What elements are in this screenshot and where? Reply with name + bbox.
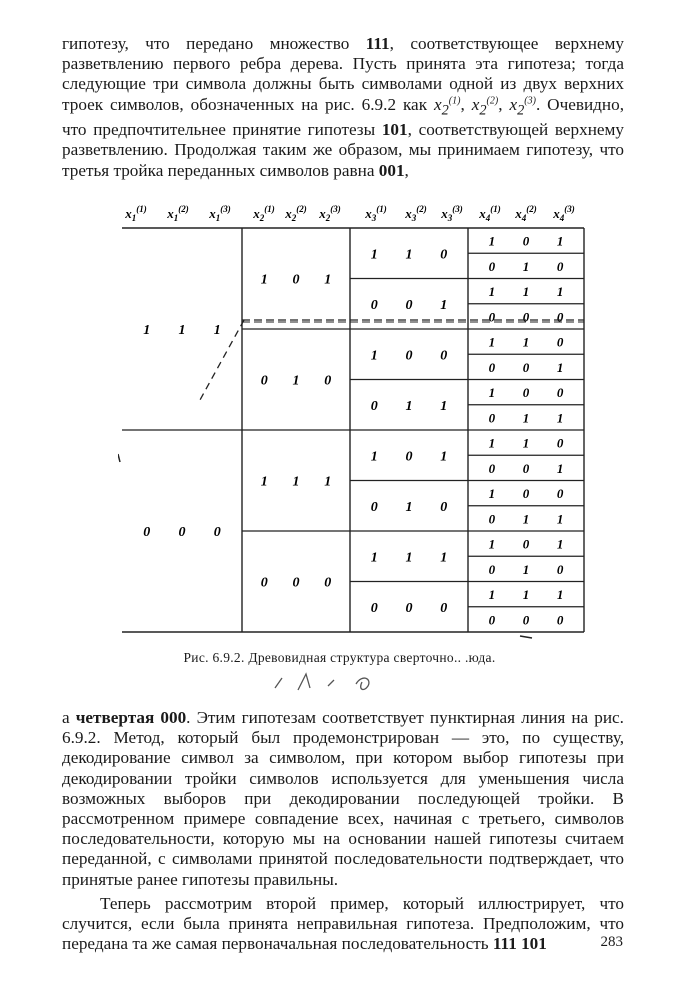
column-header: $x_3^{(1)}$ bbox=[365, 204, 387, 223]
tree-digit: 0 bbox=[292, 575, 300, 591]
tree-digit: 1 bbox=[556, 536, 564, 552]
tree-digit: 0 bbox=[143, 525, 151, 540]
tree-digit: 0 bbox=[440, 499, 448, 515]
tree-digit: 1 bbox=[556, 284, 564, 300]
tree-digit: 1 bbox=[556, 410, 564, 426]
tree-digit: 1 bbox=[292, 373, 300, 389]
column-header: $x_1^{(3)}$ bbox=[209, 204, 231, 223]
tree-digit: 0 bbox=[522, 385, 530, 401]
tree-digit: 0 bbox=[556, 435, 564, 451]
tree-digit: 1 bbox=[556, 460, 564, 476]
column-header: $x_3^{(3)}$ bbox=[441, 204, 463, 223]
column-header: $x_1^{(2)}$ bbox=[167, 204, 189, 223]
tree-digit: 1 bbox=[488, 334, 496, 350]
tree-digit: 1 bbox=[556, 587, 564, 603]
tree-digit: 1 bbox=[522, 258, 530, 274]
text-run: , соответствующее верхнему разветвлению первого ребра дерева. Пусть принята эта гипотеза; тогда следующие три символа должны быть символами одной из двух верхних троек символов, обозначенных на рис. 6.9.2 как bbox=[62, 34, 624, 114]
tree-digit: 1 bbox=[488, 536, 496, 552]
tree-digit: 0 bbox=[440, 600, 448, 616]
tree-digit: 0 bbox=[522, 233, 530, 249]
tree-digit: 1 bbox=[488, 435, 496, 451]
tree-digit: 0 bbox=[292, 272, 300, 288]
margin-mark bbox=[520, 636, 532, 638]
tree-digit: 0 bbox=[556, 258, 564, 274]
tree-digit: 1 bbox=[324, 474, 332, 490]
tree-digit: 1 bbox=[440, 449, 448, 465]
tree-structure-figure bbox=[118, 196, 588, 648]
tree-digit: 1 bbox=[405, 247, 413, 263]
hypothesis-path bbox=[200, 320, 244, 400]
tree-digit: 0 bbox=[488, 258, 496, 274]
tree-digit: 0 bbox=[178, 525, 186, 540]
tree-digit: 1 bbox=[324, 272, 332, 288]
page-number: 283 bbox=[600, 934, 623, 950]
tree-digit: 1 bbox=[488, 587, 496, 603]
tree-digit: 0 bbox=[488, 410, 496, 426]
column-header: $x_3^{(2)}$ bbox=[405, 204, 427, 223]
tree-digit: 0 bbox=[405, 348, 413, 364]
tree-digit: 1 bbox=[522, 561, 530, 577]
tree-digit: 0 bbox=[556, 309, 564, 325]
tree-digit: 1 bbox=[522, 587, 530, 603]
tree-digit: 0 bbox=[213, 525, 221, 540]
tree-digit: 1 bbox=[370, 348, 378, 364]
text-run: . Этим гипотезам соответствует пунктирная линия на рис. 6.9.2. Метод, который был продемонстрирован — это, по существу, декодирование символ за символом, при котором выбор гипотезы при декодировании тройки символов используется для уменьшения числа возможных выборов при декодировании последующей тройки. В рассмотренном примере совпадение всех, начиная с третьего, символов последовательности, которую мы на основании нашей гипотезы считаем переданной, с символами принятой последовательности подтверждает, что принятые ранее гипотезы правильны. bbox=[62, 708, 624, 889]
text-run: Теперь рассмотрим второй пример, который иллюстрирует, что случится, если была принята неправильная гипотеза. Предположим, что передана та же самая первоначальная последовательность bbox=[62, 893, 624, 954]
bold-000: четвертая 000 bbox=[75, 708, 187, 727]
tree-digit: 0 bbox=[324, 575, 332, 591]
tree-digit: 1 bbox=[143, 323, 151, 338]
tree-digit: 0 bbox=[488, 612, 496, 628]
tree-diagram bbox=[118, 196, 588, 648]
tree-digit: 0 bbox=[370, 297, 378, 313]
tree-digit: 1 bbox=[370, 247, 378, 263]
math-x2-1: $x_2^{(1)}$ bbox=[433, 94, 461, 119]
tree-digit: 0 bbox=[370, 398, 378, 414]
bold-111-101: 111 101 bbox=[492, 934, 547, 954]
column-header: $x_1^{(1)}$ bbox=[125, 204, 147, 223]
tree-digit: 0 bbox=[488, 511, 496, 527]
tree-digit: 1 bbox=[556, 233, 564, 249]
tree-digit: 1 bbox=[440, 398, 448, 414]
tree-digit: 1 bbox=[213, 323, 221, 338]
tree-digit: 1 bbox=[488, 233, 496, 249]
tree-digit: 1 bbox=[488, 385, 496, 401]
tree-digit: 1 bbox=[556, 359, 564, 375]
tree-digit: 0 bbox=[405, 600, 413, 616]
bold-set-111: 111 bbox=[365, 34, 390, 53]
text-run: гипотезу, что передано множество bbox=[62, 34, 366, 53]
tree-digit: 1 bbox=[522, 410, 530, 426]
tree-digit: 1 bbox=[370, 449, 378, 465]
tree-digit: 0 bbox=[440, 348, 448, 364]
tree-digit: 1 bbox=[260, 272, 268, 288]
tree-digit: 0 bbox=[488, 359, 496, 375]
tree-digit: 1 bbox=[260, 474, 268, 490]
text-run: . Очевидно, что предпочтительнее принятие гипотезы bbox=[62, 94, 625, 140]
tree-digit: 1 bbox=[405, 499, 413, 515]
tree-digit: 0 bbox=[405, 297, 413, 313]
tree-digit: 0 bbox=[370, 499, 378, 515]
tree-digit: 1 bbox=[488, 486, 496, 502]
tree-digit: 0 bbox=[488, 561, 496, 577]
tree-digit: 0 bbox=[260, 575, 268, 591]
bottom-paragraph: а четвертая 000. Этим гипотезам соответствует пунктирная линия на рис. 6.9.2. Метод, который был продемонстрирован — это, по существу, декодирование символ за символом, при котором выбор гипотезы при декодировании тройки символов используется для уменьшения числа возможных выборов при декодировании последующей тройки. В рассмотренном примере совпадение всех, начиная с третьего, символов последовательности, которую мы на основании нашей гипотезы считаем переданной, с символами принятой последовательности подтверждает, что принятые ранее гипотезы правильны. Теперь рассмотрим второй пример, который иллюстрирует, что случится, если была принята неправильная гипотеза. Предположим, что передана та же самая первоначальная последовательность 111 101 bbox=[62, 708, 624, 954]
tree-digit: 0 bbox=[488, 309, 496, 325]
tree-digit: 0 bbox=[556, 385, 564, 401]
tree-digit: 1 bbox=[522, 511, 530, 527]
tree-digit: 0 bbox=[440, 247, 448, 263]
pencil-marks bbox=[270, 670, 380, 696]
top-paragraph: гипотезу, что передано множество 111, соответствующее верхнему разветвлению первого ребра дерева. Пусть принята эта гипотеза; тогда следующие три символа должны быть символами одной из двух верхних троек символов, обозначенных на рис. 6.9.2 как $x_2^{(1)}$, $x_2^{(2)}$, $x_2^{(3)}$. Очевидно, что предпочтительнее принятие гипотезы 101, соответствующей верхнему разветвлению. Продолжая таким же образом, мы принимаем гипотезу, что третья тройка переданных символов равна 001, bbox=[62, 34, 625, 180]
tree-digit: 1 bbox=[370, 550, 378, 566]
bold-101: 101 bbox=[381, 120, 408, 140]
bold-001: 001 bbox=[378, 160, 405, 180]
tree-digit: 0 bbox=[522, 536, 530, 552]
tree-digit: 1 bbox=[522, 435, 530, 451]
figure-caption: Рис. 6.9.2. Древовидная структура сверточно.. .юда. bbox=[183, 650, 496, 665]
tree-digit: 0 bbox=[556, 612, 564, 628]
tree-digit: 1 bbox=[522, 334, 530, 350]
math-x2-3: $x_2^{(3)}$ bbox=[509, 94, 536, 119]
tree-digit: 0 bbox=[324, 373, 332, 389]
tree-digit: 1 bbox=[405, 398, 413, 414]
column-header: $x_4^{(1)}$ bbox=[479, 204, 501, 223]
tree-digit: 1 bbox=[556, 511, 564, 527]
tree-digit: 0 bbox=[405, 449, 413, 465]
tree-digit: 0 bbox=[556, 486, 564, 502]
column-header: $x_4^{(2)}$ bbox=[515, 204, 537, 223]
math-x2-2: $x_2^{(2)}$ bbox=[471, 94, 499, 119]
tree-digit: 0 bbox=[522, 309, 530, 325]
column-header: $x_2^{(2)}$ bbox=[285, 204, 307, 223]
tree-digit: 0 bbox=[370, 600, 378, 616]
margin-mark bbox=[118, 454, 120, 462]
tree-digit: 1 bbox=[292, 474, 300, 490]
tree-digit: 0 bbox=[522, 612, 530, 628]
tree-digit: 0 bbox=[260, 373, 268, 389]
column-header: $x_2^{(3)}$ bbox=[319, 204, 341, 223]
column-header: $x_2^{(1)}$ bbox=[253, 204, 275, 223]
tree-digit: 1 bbox=[440, 550, 448, 566]
tree-digit: 0 bbox=[522, 486, 530, 502]
tree-digit: 1 bbox=[178, 323, 186, 338]
column-header: $x_4^{(3)}$ bbox=[553, 204, 575, 223]
tree-digit: 0 bbox=[556, 561, 564, 577]
tree-digit: 0 bbox=[488, 460, 496, 476]
tree-digit: 1 bbox=[488, 284, 496, 300]
tree-digit: 0 bbox=[522, 460, 530, 476]
tree-digit: 1 bbox=[405, 550, 413, 566]
tree-digit: 1 bbox=[440, 297, 448, 313]
tree-digit: 0 bbox=[556, 334, 564, 350]
tree-digit: 1 bbox=[522, 284, 530, 300]
text-run: , соответствующей верхнему разветвлению. Продолжая таким же образом, мы принимаем гипотезу, что третья тройка переданных символов равна bbox=[62, 120, 624, 180]
tree-digit: 0 bbox=[522, 359, 530, 375]
